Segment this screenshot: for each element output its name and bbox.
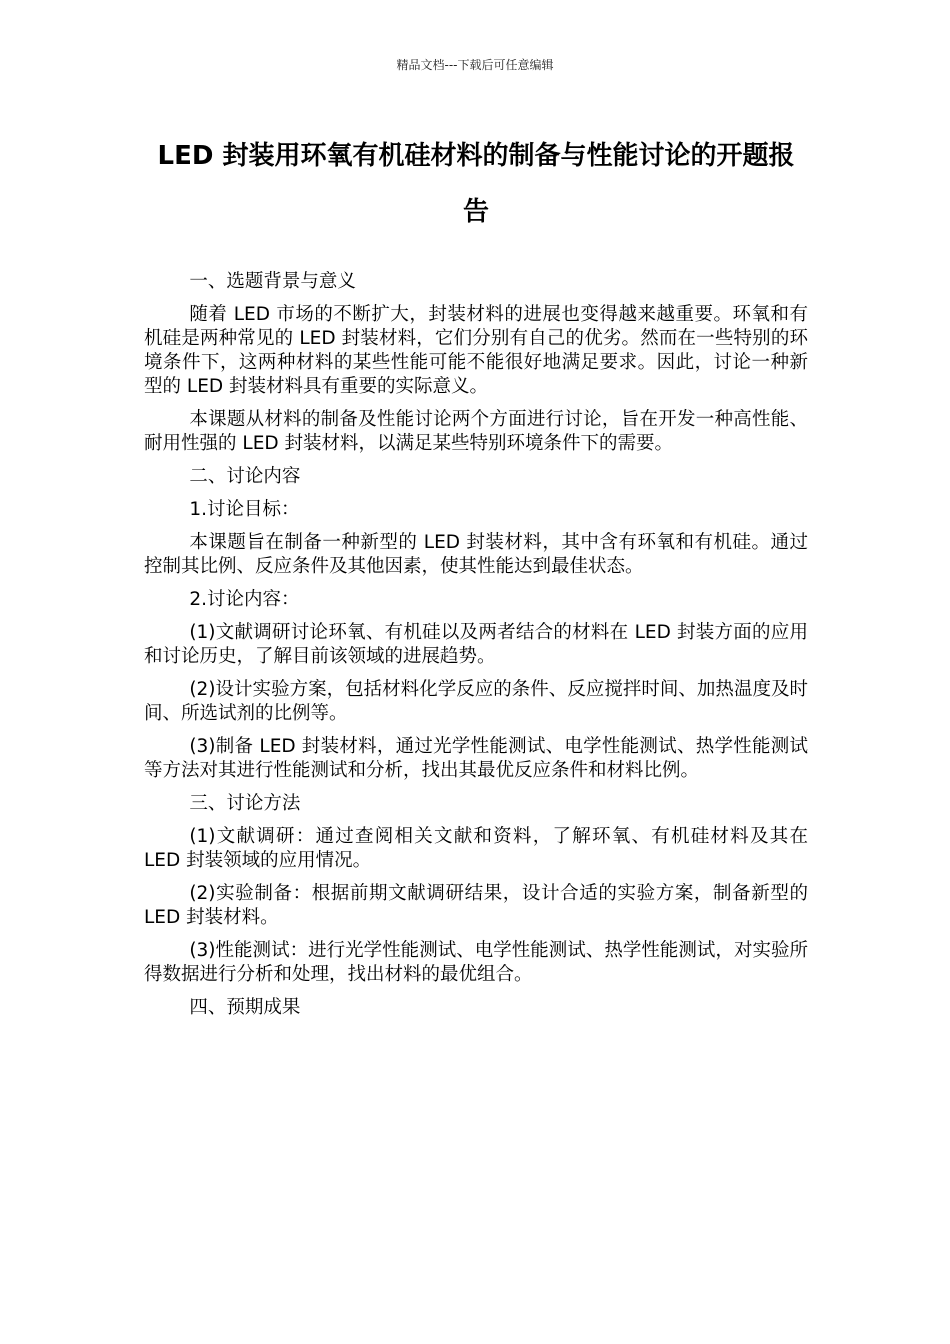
- background-paragraph-2: 本课题从材料的制备及性能讨论两个方面进行讨论，旨在开发一种高性能、耐用性强的 LED 封装材料，以满足某些特别环境条件下的需要。: [144, 409, 808, 454]
- method-item-2: (2)实验制备：根据前期文献调研结果，设计合适的实验方案，制备新型的 LED 封装材料。: [144, 883, 808, 928]
- method-item-3: (3)性能测试：进行光学性能测试、电学性能测试、热学性能测试，对实验所得数据进行分析和处理，找出材料的最优组合。: [144, 940, 808, 985]
- content-item-3: (3)制备 LED 封装材料，通过光学性能测试、电学性能测试、热学性能测试等方法对其进行性能测试和分析，找出其最优反应条件和材料比例。: [144, 736, 808, 781]
- document-body: [144, 270, 808, 1029]
- content-item-2: (2)设计实验方案，包括材料化学反应的条件、反应搅拌时间、加热温度及时间、所选试剂的比例等。: [144, 679, 808, 724]
- subheading-content: 2.讨论内容：: [189, 589, 300, 610]
- content-item-1: (1)文献调研讨论环氧、有机硅以及两者结合的材料在 LED 封装方面的应用和讨论历史，了解目前该领域的进展趋势。: [144, 622, 808, 667]
- header-note: 精品文档---下载后可任意编辑: [396, 58, 554, 72]
- section-heading-expected-results: 四、预期成果: [189, 997, 301, 1018]
- section-heading-method: 三、讨论方法: [189, 793, 301, 814]
- method-item-1: (1)文献调研：通过查阅相关文献和资料，了解环氧、有机硅材料及其在 LED 封装领域的应用情况。: [144, 826, 808, 871]
- goal-paragraph: 本课题旨在制备一种新型的 LED 封装材料，其中含有环氧和有机硅。通过控制其比例、反应条件及其他因素，使其性能达到最佳状态。: [144, 532, 808, 577]
- background-paragraph-1: 随着 LED 市场的不断扩大，封装材料的进展也变得越来越重要。环氧和有机硅是两种常见的 LED 封装材料，它们分别有自己的优劣。然而在一些特别的环境条件下，这两种材料的某些性能可能不能很好地满足要求。因此，讨论一种新型的 LED 封装材料具有重要的实际意义。: [144, 304, 808, 397]
- subheading-goal: 1.讨论目标：: [189, 499, 300, 520]
- document-title: LED 封装用环氧有机硅材料的制备与性能讨论的开题报告: [157, 141, 795, 227]
- section-heading-background: 一、选题背景与意义: [189, 271, 356, 292]
- section-heading-content: 二、讨论内容: [189, 466, 301, 487]
